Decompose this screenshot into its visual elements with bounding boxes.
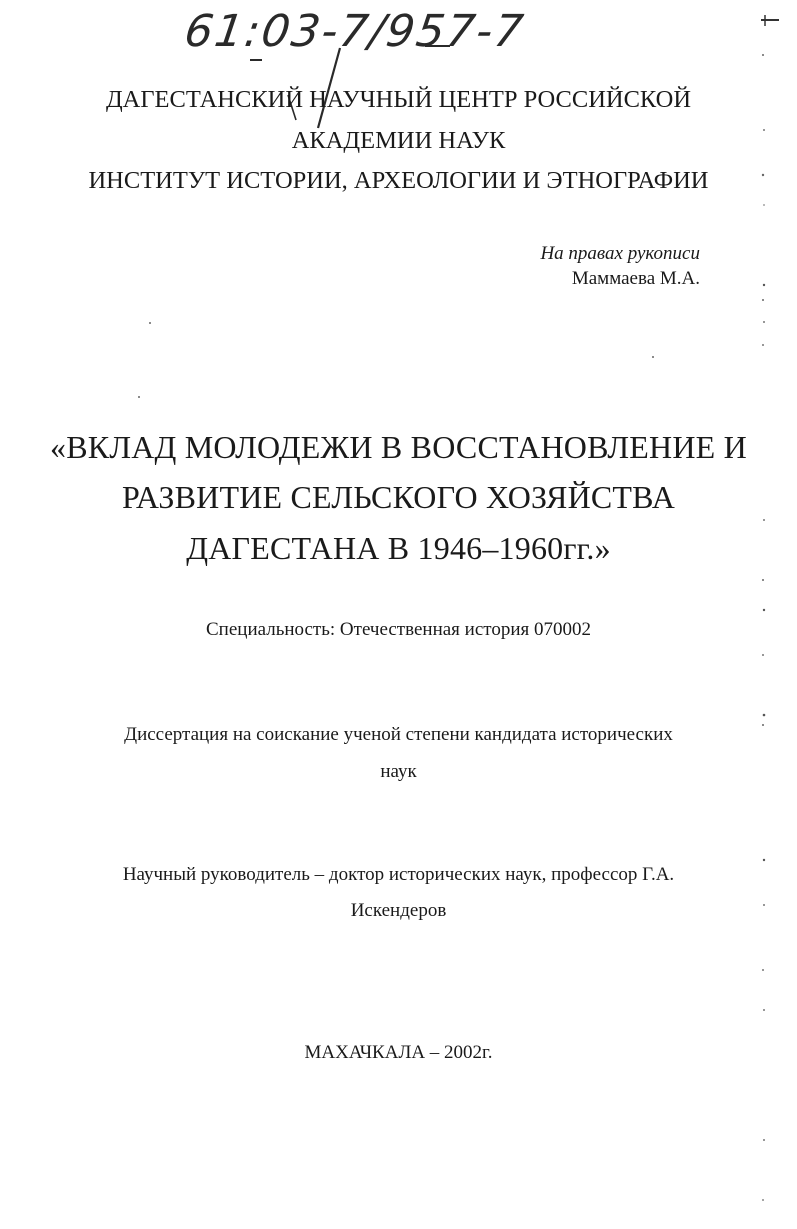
dissertation-line-2: наук bbox=[380, 761, 417, 782]
manuscript-status: На правах рукописи bbox=[540, 243, 700, 264]
author-name: Маммаева М.А. bbox=[571, 268, 700, 289]
title-line-3: ДАГЕСТАНА В 1946–1960гг.» bbox=[186, 530, 611, 566]
title-line-1: «ВКЛАД МОЛОДЕЖИ В ВОССТАНОВЛЕНИЕ И bbox=[50, 429, 747, 465]
institution-line-1: ДАГЕСТАНСКИЙ НАУЧНЫЙ ЦЕНТР РОССИЙСКОЙ bbox=[105, 86, 692, 113]
dissertation-line-1: Диссертация на соискание ученой степени кандидата исторических bbox=[124, 724, 673, 745]
specialty: Специальность: Отечественная история 070002 bbox=[206, 619, 591, 640]
institution-line-2: АКАДЕМИИ НАУК bbox=[291, 127, 506, 154]
handwritten-accession-number: 61:03-7/957-7 bbox=[181, 6, 528, 57]
institute-name: ИНСТИТУТ ИСТОРИИ, АРХЕОЛОГИИ И ЭТНОГРАФИИ bbox=[88, 167, 709, 194]
supervisor-line-2: Искендеров bbox=[350, 900, 447, 921]
supervisor-line-1: Научный руководитель – доктор исторических наук, профессор Г.А. bbox=[122, 864, 675, 885]
title-line-2: РАЗВИТИЕ СЕЛЬСКОГО ХОЗЯЙСТВА bbox=[121, 479, 676, 515]
place-year: МАХАЧКАЛА – 2002г. bbox=[304, 1042, 493, 1063]
